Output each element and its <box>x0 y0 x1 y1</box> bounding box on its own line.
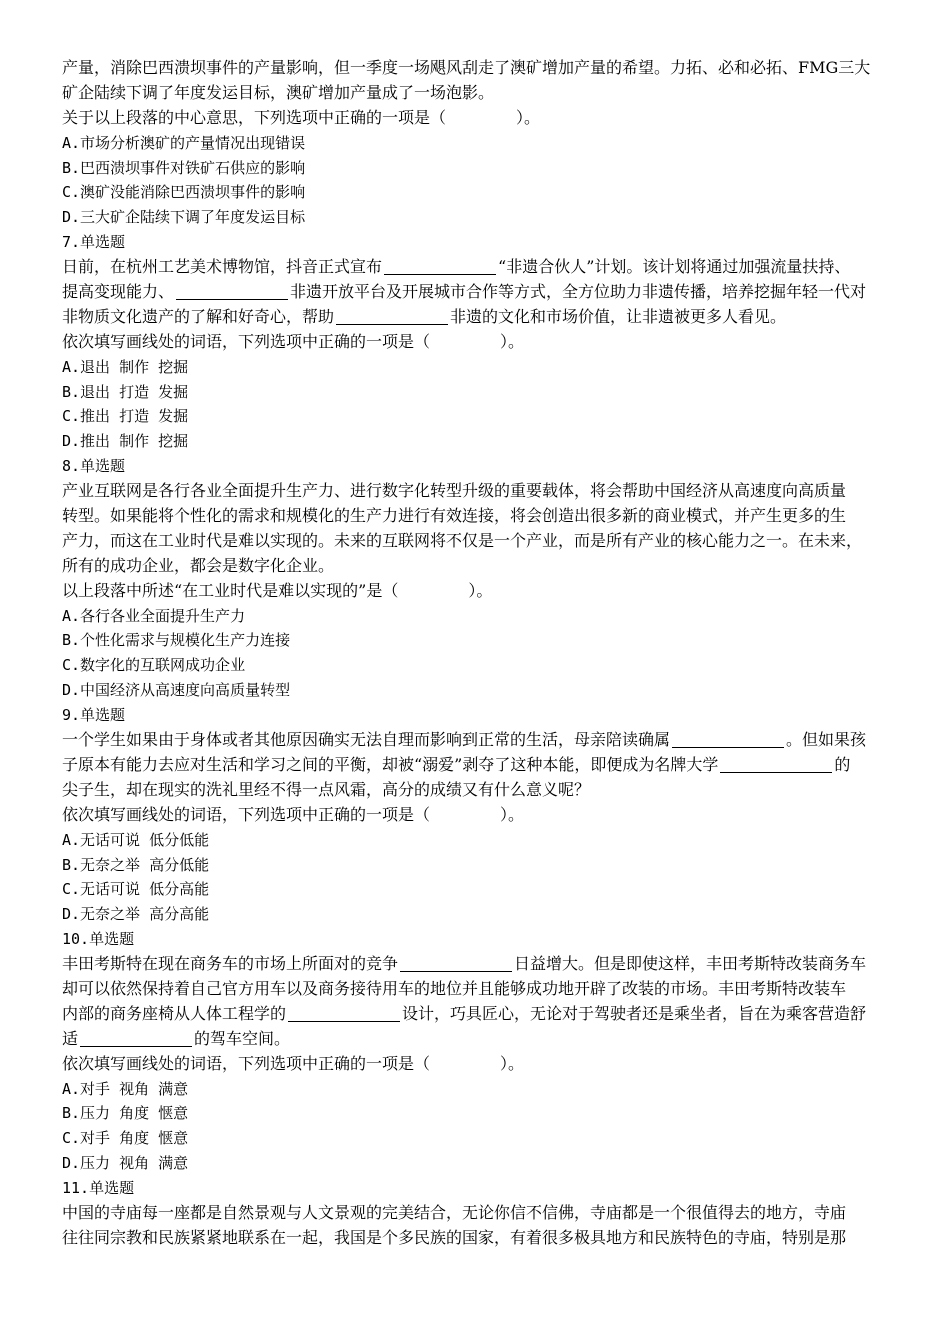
option-d: D.推出 制作 挖掘 <box>62 432 189 451</box>
option-b: B.退出 打造 发掘 <box>62 382 189 401</box>
fill-blank <box>288 1005 400 1022</box>
paragraph-line: 子原本有能力去应对生活和学习之间的平衡，却被“溺爱”剥夺了这种本能，即便成为名牌大学 的 <box>62 754 851 774</box>
question-prompt: 依次填写画线处的词语，下列选项中正确的一项是（ ）。 <box>62 331 525 351</box>
question-heading: 7.单选题 <box>62 233 126 252</box>
option-b: B.压力 角度 惬意 <box>62 1104 189 1123</box>
paragraph-line: 矿企陆续下调了年度发运目标，澳矿增加产量成了一场泡影。 <box>62 82 495 102</box>
option-d: D.三大矿企陆续下调了年度发运目标 <box>62 208 306 227</box>
option-a: A.退出 制作 挖掘 <box>62 357 189 376</box>
fill-blank <box>176 283 288 300</box>
option-b: B.无奈之举 高分低能 <box>62 855 210 874</box>
fill-blank <box>80 1030 192 1047</box>
paragraph-line: 内部的商务座椅从人体工程学的 设计，巧具匠心，无论对于驾驶者还是乘坐者，旨在为乘客营造舒 <box>62 1003 867 1023</box>
option-a: A.各行各业全面提升生产力 <box>62 606 246 625</box>
option-c: C.推出 打造 发掘 <box>62 407 189 426</box>
option-c: C.对手 角度 惬意 <box>62 1129 189 1148</box>
option-a: A.市场分析澳矿的产量情况出现错误 <box>62 133 306 152</box>
paragraph-line: 所有的成功企业，都会是数字化企业。 <box>62 555 335 575</box>
option-c: C.无话可说 低分高能 <box>62 880 210 899</box>
option-c: C.数字化的互联网成功企业 <box>62 656 246 675</box>
fill-blank <box>720 756 832 773</box>
option-d: D.无奈之举 高分高能 <box>62 905 210 924</box>
option-d: D.中国经济从高速度向高质量转型 <box>62 681 291 700</box>
paragraph-line: 却可以依然保持着自己官方用车以及商务接待用车的地位并且能够成功地开辟了改装的市场。丰田考斯特改装车 <box>62 978 847 998</box>
paragraph-line: 日前，在杭州工艺美术博物馆，抖音正式宣布 “非遗合伙人”计划。该计划将通过加强流量扶持、 <box>62 257 851 277</box>
paragraph-line: 往往同宗教和民族紧紧地联系在一起，我国是个多民族的国家，有着很多极具地方和民族特色的寺庙，特别是那 <box>62 1227 847 1247</box>
fill-blank <box>384 258 496 275</box>
question-prompt: 依次填写画线处的词语，下列选项中正确的一项是（ ）。 <box>62 804 525 824</box>
paragraph-line: 产力，而这在工业时代是难以实现的。未来的互联网将不仅是一个产业，而是所有产业的核心能力之一。在未来， <box>62 530 863 550</box>
fill-blank <box>336 308 448 325</box>
paragraph-line: 丰田考斯特在现在商务车的市场上所面对的竞争 日益增大。但是即使这样，丰田考斯特改装商务车 <box>62 954 867 974</box>
fill-blank <box>672 731 784 748</box>
paragraph-line: 尖子生，却在现实的洗礼里经不得一点风霜，高分的成绩又有什么意义呢？ <box>62 779 591 799</box>
paragraph-line: 产量，消除巴西溃坝事件的产量影响，但一季度一场飓风刮走了澳矿增加产量的希望。力拓、必和必拓、FMG三大 <box>62 58 871 77</box>
option-a: A.对手 视角 满意 <box>62 1079 189 1098</box>
option-d: D.压力 视角 满意 <box>62 1154 189 1173</box>
paragraph-line: 产业互联网是各行各业全面提升生产力、进行数字化转型升级的重要载体，将会帮助中国经济从高速度向高质量 <box>62 481 847 501</box>
question-prompt: 依次填写画线处的词语，下列选项中正确的一项是（ ）。 <box>62 1053 525 1073</box>
question-prompt: 关于以上段落的中心意思，下列选项中正确的一项是（ ）。 <box>62 107 541 127</box>
question-heading: 10.单选题 <box>62 930 135 949</box>
option-b: B.巴西溃坝事件对铁矿石供应的影响 <box>62 158 306 177</box>
question-heading: 8.单选题 <box>62 457 126 476</box>
paragraph-line: 适 的驾车空间。 <box>62 1028 291 1048</box>
question-heading: 11.单选题 <box>62 1179 135 1198</box>
paragraph-line: 转型。如果能将个性化的需求和规模化的生产力进行有效连接，将会创造出很多新的商业模式，并产生更多的生 <box>62 506 847 526</box>
question-prompt: 以上段落中所述“在工业时代是难以实现的”是（ ）。 <box>62 580 493 600</box>
option-b: B.个性化需求与规模化生产力连接 <box>62 631 291 650</box>
paragraph-line: 非物质文化遗产的了解和好奇心，帮助 非遗的文化和市场价值，让非遗被更多人看见。 <box>62 306 787 326</box>
paragraph-line: 中国的寺庙每一座都是自然景观与人文景观的完美结合，无论你信不信佛，寺庙都是一个很值得去的地方，寺庙 <box>62 1202 847 1222</box>
question-heading: 9.单选题 <box>62 706 126 725</box>
fill-blank <box>400 955 512 972</box>
option-c: C.澳矿没能消除巴西溃坝事件的影响 <box>62 183 306 202</box>
paragraph-line: 提高变现能力、 非遗开放平台及开展城市合作等方式，全方位助力非遗传播，培养挖掘年轻一代对 <box>62 282 867 302</box>
paragraph-line: 一个学生如果由于身体或者其他原因确实无法自理而影响到正常的生活，母亲陪读确属 。但如果孩 <box>62 730 867 750</box>
option-a: A.无话可说 低分低能 <box>62 830 210 849</box>
